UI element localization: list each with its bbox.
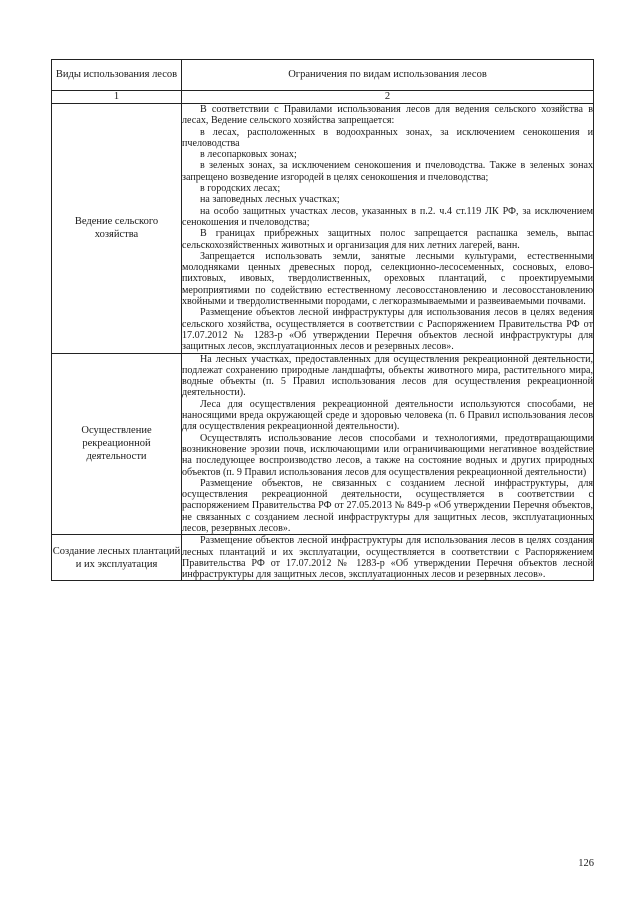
restriction-paragraph: в лесах, расположенных в водоохранных зонах, за исключением сенокошения и пчеловодства <box>182 126 593 149</box>
table-row-agriculture <box>52 104 594 354</box>
restriction-paragraph: Размещение объектов лесной инфраструктуры для использования лесов в целях ведения сельского хозяйства, осуществляется в соответствии с Распоряжением Правительства РФ от 17.07.2012 № 1283-р «Об утверждении Перечня объектов лесной инфраструктуры для защитных лесов, эксплуатационных лесов и резервных лесов». <box>182 307 593 353</box>
restriction-paragraph: в городских лесах; <box>200 183 281 195</box>
restriction-paragraph: В границах прибрежных защитных полос запрещается распашка земель, выпас сельскохозяйственных животных и организация для них летних лагерей, ванн. <box>182 228 593 251</box>
forest-use-kind: Осуществление рекреационной деятельности <box>52 353 182 535</box>
column-number: 2 <box>182 91 594 104</box>
restriction-paragraph: на особо защитных участках лесов, указанных в п.2. ч.4 ст.119 ЛК РФ, за исключением сенокошения и пчеловодства; <box>182 205 593 228</box>
restriction-paragraph: На лесных участках, предоставленных для осуществления рекреационной деятельности, подлежат сохранению природные ландшафты, объекты животного мира, растительного мира, водные объекты (п. 5 Правил использования лесов для осуществления рекреационной деятельности). <box>182 353 593 399</box>
table-row-plantations <box>52 535 594 581</box>
restriction-paragraph: Леса для осуществления рекреационной деятельности используются способами, не наносящими вреда окружающей среде и здоровью человека (п. 6 Правил использования лесов для осуществления рекреационной деятельности). <box>182 398 593 433</box>
restrictions-table <box>51 59 594 581</box>
restriction-paragraph: В соответствии с Правилами использования лесов для ведения сельского хозяйства в лесах, Ведение сельского хозяйства запрещается: <box>182 104 593 127</box>
column-number: 1 <box>52 91 182 104</box>
restriction-paragraph: Запрещается использовать земли, занятые лесными культурами, естественными молодняками ценных древесных пород, селекционно-лесосеменных, сосновых, елово-пихтовых, ивовых, твердолиственных, ореховых плантаций, с проектируемыми мероприятиями по содействию естественному лесовосстановлению и лесовосстановлению хвойными и твердолиственными породами, с легкоразмываемыми и развеиваемыми почвами. <box>182 250 593 308</box>
table-row-recreation <box>52 353 594 535</box>
forest-use-kind: Ведение сельского хозяйства <box>52 104 182 354</box>
header-forest-use-kinds: Виды использования лесов <box>52 60 182 91</box>
restrictions-cell <box>182 535 594 581</box>
restriction-paragraph: Осуществлять использование лесов способами и технологиями, предотвращающими возникновение эрозии почв, исключающими или ограничивающими негативное воздействие на последующее воспроизводство лесов, а также на состояние водных и других природных объектов (п. 9 Правил использования лесов для осуществления рекреационной деятельности) <box>182 432 593 478</box>
table-header-row <box>52 60 594 91</box>
header-restrictions: Ограничения по видам использования лесов <box>182 60 594 91</box>
restriction-paragraph: Размещение объектов, не связанных с созданием лесной инфраструктуры, для осуществления рекреационной деятельности, осуществляется в соответствии с распоряжением Правительства РФ от 27.05.2013 № 849-р «Об утверждении Перечня объектов, не связанных с созданием лесной инфраструктуры для защитных лесов, эксплуатационных лесов, резервных лесов». <box>182 477 593 534</box>
page-number: 126 <box>578 858 594 869</box>
restriction-paragraph: Размещение объектов лесной инфраструктуры для использования лесов в целях создания лесных плантаций и их эксплуатации, осуществляется в соответствии с Распоряжением Правительства РФ от 17.07.2012 № 1283-р «Об утверждении Перечня объектов лесной инфраструктуры для защитных лесов, эксплуатационных лесов и резервных лесов». <box>182 535 593 581</box>
restrictions-cell <box>182 353 594 535</box>
restriction-paragraph: в лесопарковых зонах; <box>200 149 297 161</box>
forest-use-kind: Создание лесных плантаций и их эксплуатация <box>52 535 182 581</box>
restriction-paragraph: в зеленых зонах, за исключением сенокошения и пчеловодства. Также в зеленых зонах запрещено возведение изгородей в целях сенокошения и пчеловодства; <box>182 160 593 183</box>
column-number-row <box>52 91 594 104</box>
restriction-paragraph: на заповедных лесных участках; <box>200 194 340 206</box>
restrictions-cell <box>182 104 594 354</box>
